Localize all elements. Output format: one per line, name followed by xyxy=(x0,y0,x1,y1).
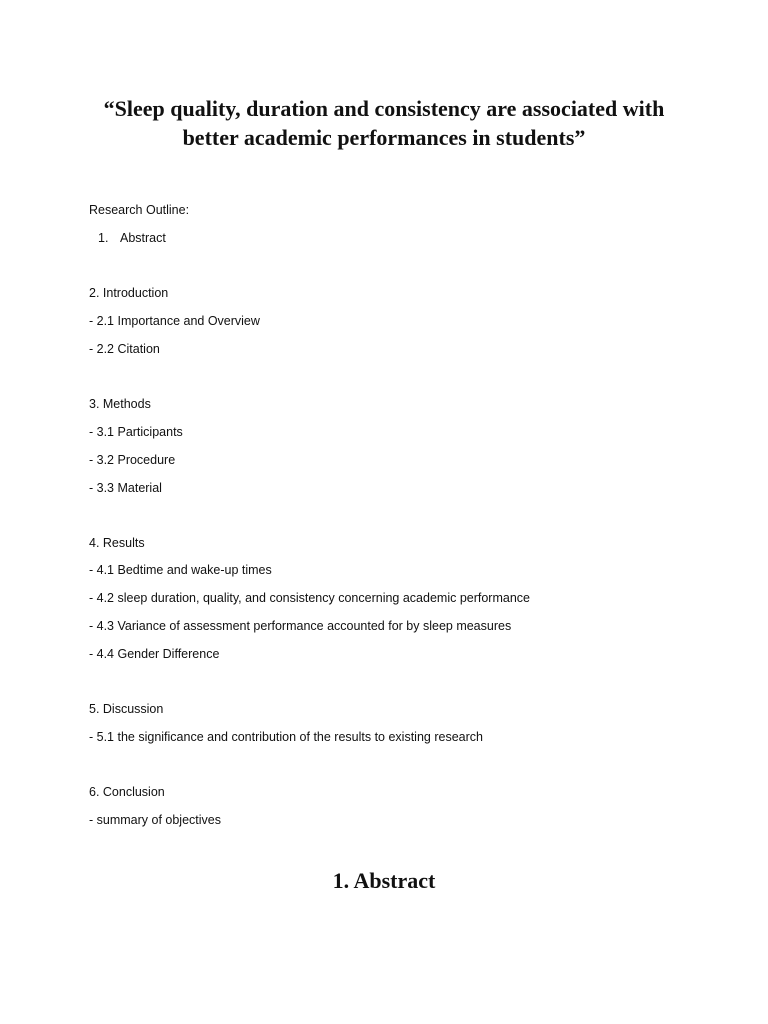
outline-discussion: 5. Discussion xyxy=(89,702,164,716)
outline-item-1-label: Abstract xyxy=(120,231,166,245)
outline-heading: Research Outline: xyxy=(89,203,190,217)
outline-item-1-number: 1. xyxy=(98,231,109,245)
outline-conclusion: 6. Conclusion xyxy=(89,785,165,799)
outline-results: 4. Results xyxy=(89,536,145,550)
outline-introduction: 2. Introduction xyxy=(89,286,169,300)
document-title-line-1: “Sleep quality, duration and consistency are associated with xyxy=(103,96,665,121)
document-title-line-2: better academic performances in students” xyxy=(182,125,586,150)
outline-item-4-2: - 4.2 sleep duration, quality, and consistency concerning academic performance xyxy=(89,591,530,605)
outline-item-2-1: - 2.1 Importance and Overview xyxy=(89,314,260,328)
outline-item-2-2: - 2.2 Citation xyxy=(89,342,160,356)
outline-methods: 3. Methods xyxy=(89,397,151,411)
section-heading-abstract: 1. Abstract xyxy=(332,868,436,893)
outline-item-5-1: - 5.1 the significance and contribution of the results to existing research xyxy=(89,730,483,744)
outline-item-3-2: - 3.2 Procedure xyxy=(89,453,176,467)
outline-item-3-1: - 3.1 Participants xyxy=(89,425,183,439)
outline-item-3-3: - 3.3 Material xyxy=(89,481,162,495)
outline-item-4-1: - 4.1 Bedtime and wake-up times xyxy=(89,563,272,577)
outline-item-6-summary: - summary of objectives xyxy=(89,813,221,827)
outline-item-4-4: - 4.4 Gender Difference xyxy=(89,647,220,661)
outline-item-4-3: - 4.3 Variance of assessment performance accounted for by sleep measures xyxy=(89,619,512,633)
